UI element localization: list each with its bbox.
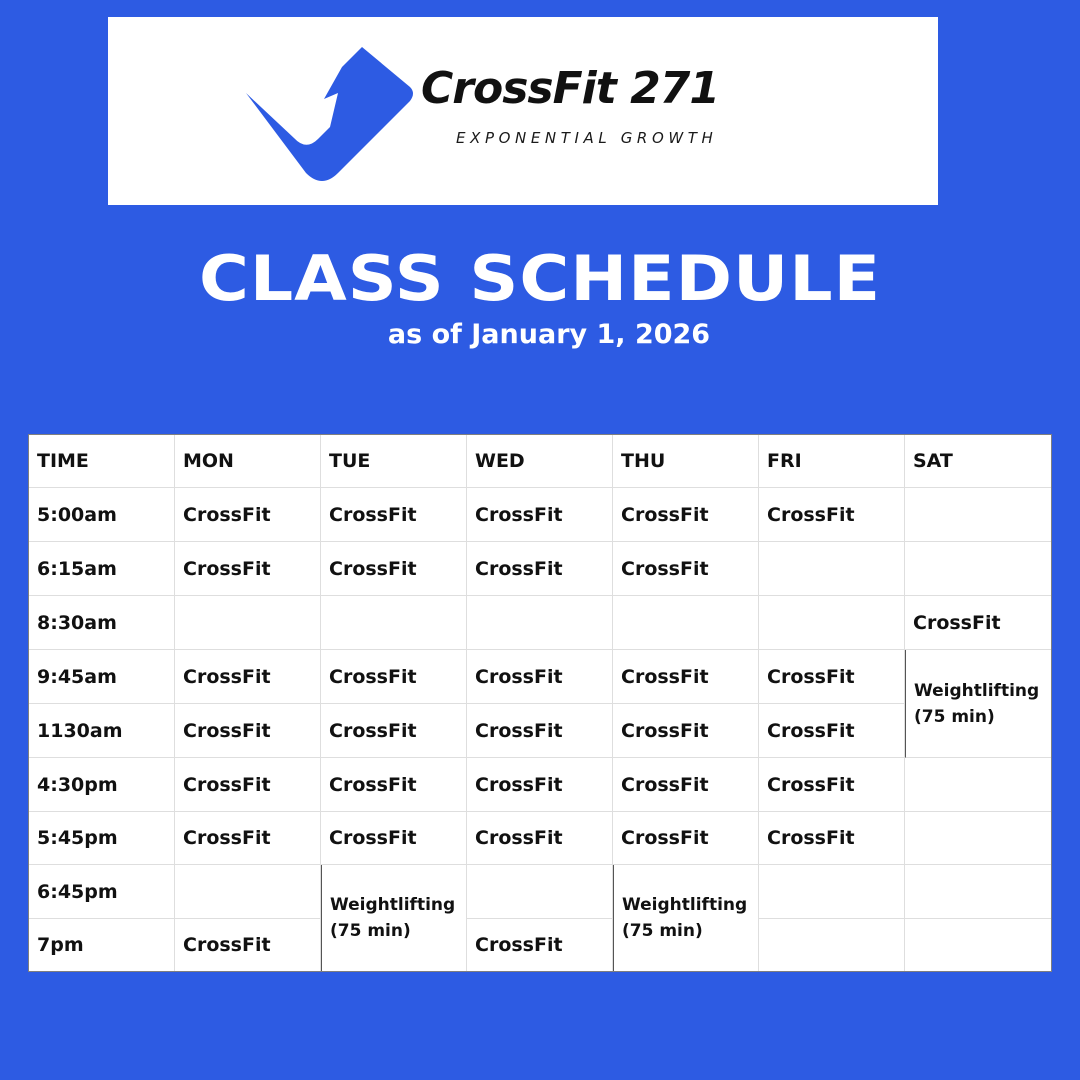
cell-text: 8:30am (37, 611, 117, 634)
cell-text: CrossFit (475, 827, 563, 849)
time-cell (29, 812, 175, 865)
class-cell-wed (467, 704, 613, 758)
cell-text: Weightlifting (75 min) (914, 680, 1040, 727)
cell-text: CrossFit (913, 611, 1001, 634)
brand-tagline: EXPONENTIAL GROWTH (456, 129, 718, 147)
class-cell-tue (321, 865, 467, 971)
check-arrow-logo-icon (246, 43, 416, 183)
cell-text: SAT (913, 450, 953, 472)
class-cell-fri (759, 812, 905, 865)
cell-text: CrossFit (329, 773, 417, 796)
time-cell (29, 650, 175, 704)
class-cell-wed (467, 596, 613, 650)
cell-text: CrossFit (183, 557, 271, 580)
cell-text: THU (621, 450, 666, 472)
time-cell (29, 758, 175, 812)
cell-text: CrossFit (767, 827, 855, 849)
cell-text: 5:45pm (37, 827, 118, 849)
cell-text: 6:45pm (37, 880, 118, 903)
class-cell-tue (321, 542, 467, 596)
cell-text: 4:30pm (37, 773, 118, 796)
time-cell (29, 919, 175, 971)
cell-text: CrossFit (767, 773, 855, 796)
cell-text: CrossFit (621, 503, 709, 526)
class-cell-fri (759, 865, 905, 919)
class-cell-tue (321, 650, 467, 704)
cell-text: CrossFit (621, 827, 709, 849)
class-cell-wed (467, 488, 613, 542)
cell-text: TUE (329, 450, 371, 472)
class-cell-mon (175, 488, 321, 542)
cell-text: CrossFit (475, 934, 563, 956)
cell-text: Weightlifting (75 min) (330, 895, 456, 941)
class-cell-fri (759, 650, 905, 704)
class-cell-thu (613, 542, 759, 596)
class-cell-fri (759, 596, 905, 650)
column-header-tue (321, 435, 467, 488)
class-cell-sat (905, 758, 1051, 812)
class-cell-thu (613, 488, 759, 542)
cell-text: CrossFit (621, 773, 709, 796)
time-cell (29, 704, 175, 758)
class-cell-mon (175, 542, 321, 596)
class-cell-thu (613, 865, 759, 971)
class-cell-sat (905, 488, 1051, 542)
class-cell-mon (175, 812, 321, 865)
class-cell-sat (905, 812, 1051, 865)
cell-text: CrossFit (183, 503, 271, 526)
cell-text: CrossFit (329, 503, 417, 526)
time-cell (29, 542, 175, 596)
cell-text: WED (475, 450, 525, 472)
class-cell-tue (321, 596, 467, 650)
class-cell-wed (467, 542, 613, 596)
time-cell (29, 488, 175, 542)
cell-text: 1130am (37, 719, 123, 742)
class-cell-tue (321, 812, 467, 865)
cell-text: 9:45am (37, 665, 117, 688)
class-cell-mon (175, 919, 321, 971)
cell-text: CrossFit (475, 665, 563, 688)
class-cell-tue (321, 488, 467, 542)
schedule-table (28, 434, 1052, 972)
cell-text: CrossFit (475, 719, 563, 742)
column-header-thu (613, 435, 759, 488)
cell-text: 7pm (37, 934, 84, 956)
cell-text: 5:00am (37, 503, 117, 526)
class-cell-wed (467, 865, 613, 919)
column-header-time (29, 435, 175, 488)
class-cell-mon (175, 865, 321, 919)
class-cell-tue (321, 758, 467, 812)
cell-text: CrossFit (475, 773, 563, 796)
cell-text: CrossFit (621, 719, 709, 742)
class-cell-thu (613, 758, 759, 812)
class-cell-sat (905, 596, 1051, 650)
class-cell-wed (467, 650, 613, 704)
column-header-sat (905, 435, 1051, 488)
time-cell (29, 596, 175, 650)
cell-text: CrossFit (767, 503, 855, 526)
column-header-wed (467, 435, 613, 488)
brand-name: CrossFit 271 (421, 63, 719, 114)
class-cell-sat (905, 650, 1051, 758)
page-subtitle: as of January 1, 2026 (387, 319, 711, 350)
cell-text: CrossFit (329, 665, 417, 688)
class-cell-thu (613, 704, 759, 758)
cell-text: CrossFit (767, 665, 855, 688)
time-cell (29, 865, 175, 919)
cell-text: CrossFit (767, 719, 855, 742)
class-cell-wed (467, 919, 613, 971)
cell-text: CrossFit (183, 827, 271, 849)
cell-text: CrossFit (329, 827, 417, 849)
page-title: CLASS SCHEDULE (198, 243, 882, 316)
class-cell-mon (175, 650, 321, 704)
class-cell-wed (467, 758, 613, 812)
class-cell-thu (613, 596, 759, 650)
class-cell-fri (759, 488, 905, 542)
cell-text: FRI (767, 450, 802, 472)
class-cell-fri (759, 542, 905, 596)
class-cell-fri (759, 919, 905, 971)
class-cell-thu (613, 812, 759, 865)
cell-text: MON (183, 450, 234, 472)
cell-text: CrossFit (621, 557, 709, 580)
class-cell-fri (759, 704, 905, 758)
class-cell-thu (613, 650, 759, 704)
cell-text: 6:15am (37, 557, 117, 580)
cell-text: CrossFit (183, 665, 271, 688)
column-header-fri (759, 435, 905, 488)
cell-text: TIME (37, 450, 89, 472)
class-cell-sat (905, 542, 1051, 596)
cell-text: CrossFit (475, 557, 563, 580)
cell-text: CrossFit (621, 665, 709, 688)
class-cell-tue (321, 704, 467, 758)
cell-text: CrossFit (329, 557, 417, 580)
cell-text: Weightlifting (75 min) (622, 895, 748, 941)
class-cell-mon (175, 758, 321, 812)
column-header-mon (175, 435, 321, 488)
cell-text: CrossFit (475, 503, 563, 526)
class-cell-fri (759, 758, 905, 812)
class-cell-sat (905, 865, 1051, 919)
cell-text: CrossFit (183, 719, 271, 742)
logo-banner (108, 17, 938, 205)
class-cell-wed (467, 812, 613, 865)
class-cell-sat (905, 919, 1051, 971)
cell-text: CrossFit (183, 934, 271, 956)
class-cell-mon (175, 596, 321, 650)
class-cell-mon (175, 704, 321, 758)
cell-text: CrossFit (183, 773, 271, 796)
cell-text: CrossFit (329, 719, 417, 742)
